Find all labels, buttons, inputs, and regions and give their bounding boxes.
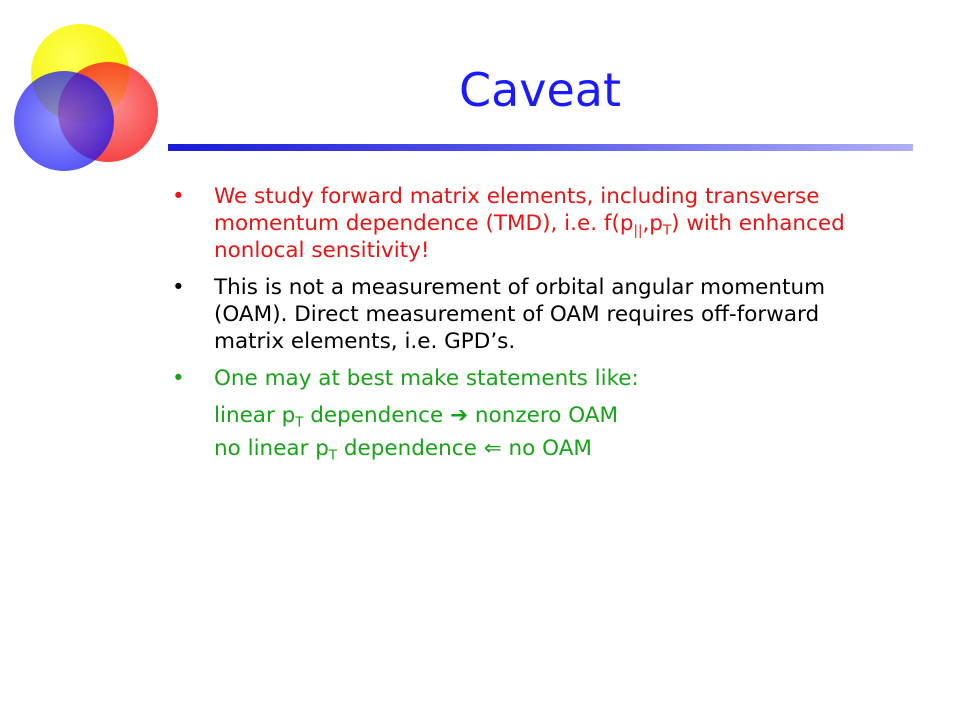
subscript-parallel: || xyxy=(633,223,643,239)
statement-text-end: no OAM xyxy=(501,436,592,461)
left-arrow-icon: ⇐ xyxy=(483,436,502,461)
title-underline xyxy=(168,144,913,151)
bullet-marker: • xyxy=(172,275,185,300)
subscript-t: T xyxy=(295,415,304,431)
statement-text-cont: dependence xyxy=(303,403,451,428)
right-arrow-icon: ➔ xyxy=(450,403,469,428)
statement-text-end: nonzero OAM xyxy=(468,403,618,428)
bullet-statements-intro xyxy=(172,365,892,392)
bullet-text: One may at best make statements like: xyxy=(214,366,639,391)
statement-text: linear p xyxy=(214,403,296,428)
bullet-text-end: ) with enhanced nonlocal sensitivity! xyxy=(214,211,845,263)
bullet-not-oam xyxy=(172,274,892,355)
bullet-text: This is not a measurement of orbital angular momentum (OAM). Direct measurement of OAM requires off-forward matrix elements, i.e. GPD’s. xyxy=(214,275,826,354)
subscript-t: T xyxy=(662,223,672,239)
statement-text: no linear p xyxy=(214,436,329,461)
bullet-forward-matrix xyxy=(172,183,892,264)
slide-title: Caveat xyxy=(458,63,622,117)
statement-no-linear-dependence xyxy=(172,435,892,462)
bullet-text: We study forward matrix elements, including transverse momentum dependence (TMD), i.e. f(p xyxy=(214,184,820,236)
statement-text-cont: dependence xyxy=(337,436,484,461)
subscript-t: T xyxy=(328,448,338,464)
bullet-text-cont: ,p xyxy=(642,211,663,236)
blue-circle xyxy=(14,71,114,171)
bullet-marker: • xyxy=(172,366,185,391)
venn-circles-logo xyxy=(10,18,175,173)
slide-content xyxy=(172,183,892,462)
bullet-marker: • xyxy=(172,184,185,209)
statement-linear-dependence xyxy=(172,402,892,429)
